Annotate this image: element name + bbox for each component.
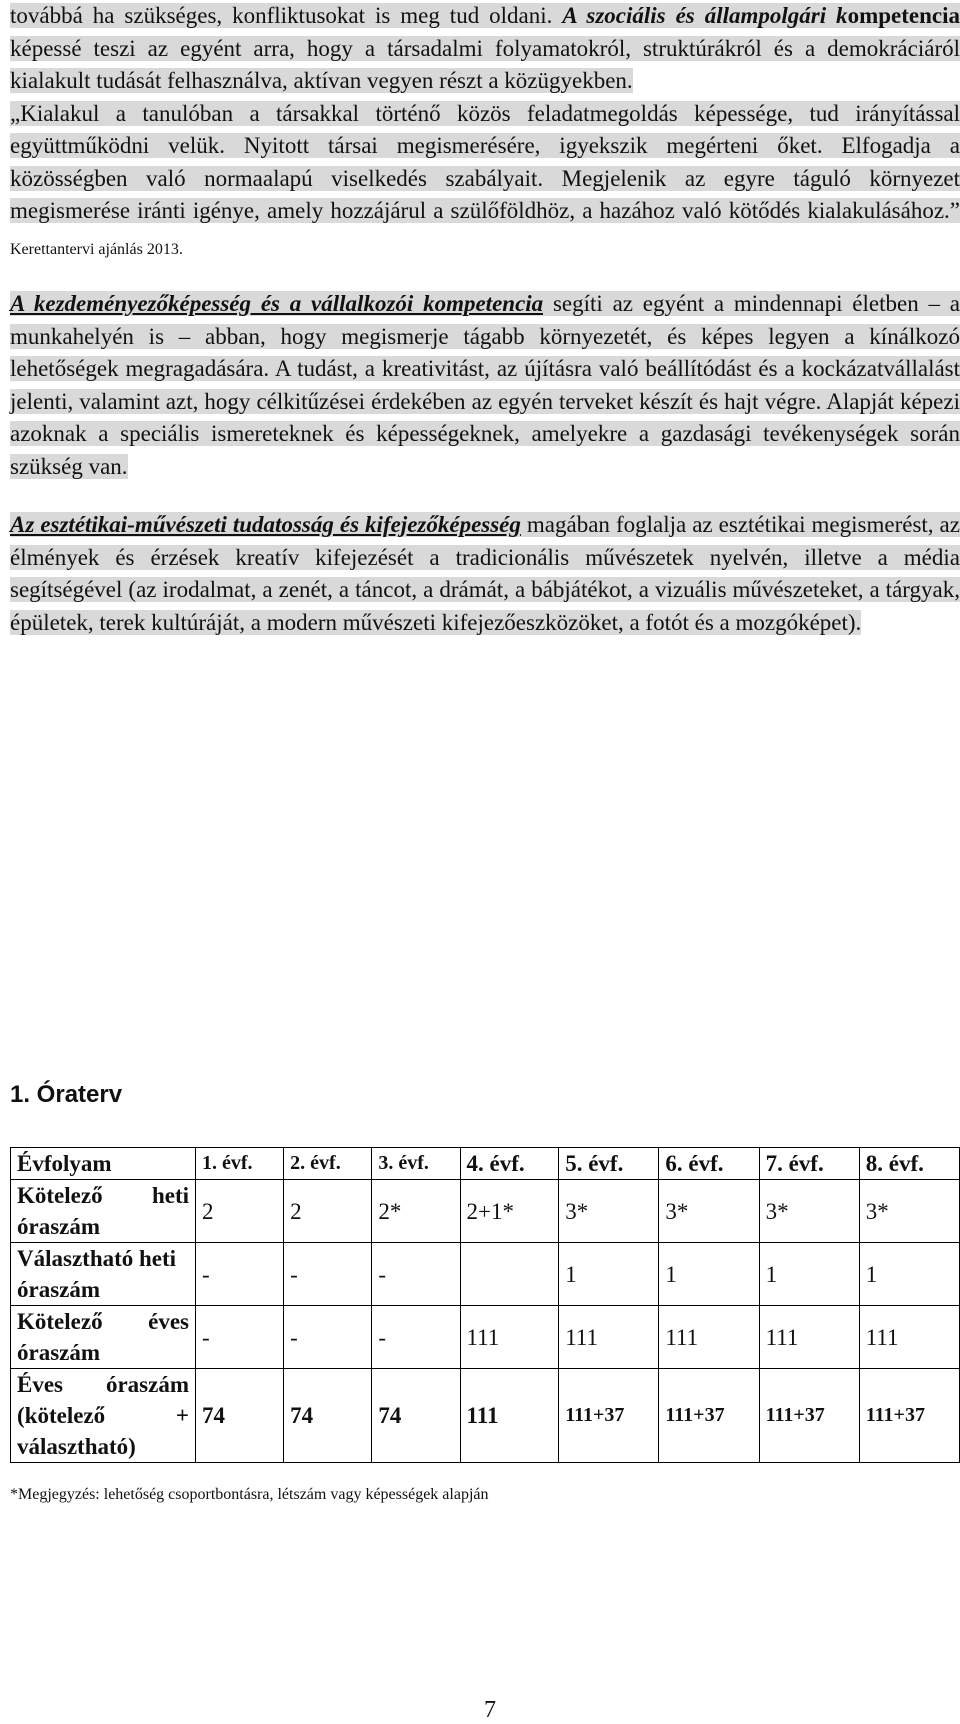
table-cell: 74 xyxy=(196,1369,284,1463)
table-cell: 3* xyxy=(659,1180,759,1243)
table-cell: 3* xyxy=(559,1180,659,1243)
header-cell: Évfolyam xyxy=(11,1148,196,1180)
table-cell: - xyxy=(372,1306,460,1369)
paragraph-entrepreneurship xyxy=(10,288,960,483)
table-cell: 3* xyxy=(759,1180,859,1243)
header-cell: 6. évf. xyxy=(659,1148,759,1180)
table-cell: 1 xyxy=(559,1243,659,1306)
term-aesthetic: Az esztétikai-művészeti tudatosság és kifejezőképesség xyxy=(10,512,521,537)
table-cell: - xyxy=(196,1306,284,1369)
header-cell: 4. évf. xyxy=(460,1148,559,1180)
table-cell: 111+37 xyxy=(559,1369,659,1463)
table-cell: 1 xyxy=(759,1243,859,1306)
header-cell: 1. évf. xyxy=(196,1148,284,1180)
table-footnote: *Megjegyzés: lehetőség csoportbontásra, létszám vagy képességek alapján xyxy=(10,1486,489,1503)
table-cell: 2* xyxy=(372,1180,460,1243)
table-cell: 111 xyxy=(759,1306,859,1369)
table-cell: 111 xyxy=(460,1369,559,1463)
term-entrepreneurship: A kezdeményezőképesség és a vállalkozói kompetencia xyxy=(10,291,544,316)
curriculum-quote: „Kialakul a tanulóban a társakkal történő közös feladatmegoldás képessége, tud irányítással együttműködni velük. Nyitott társai megismerésére, igyekszik megérteni őket. Elfogadja a közösségben való normaalapú viselkedés szabályait. Megjelenik az egyre táguló környezet megismerése iránti igénye, amely hozzájárul a szülőföldhöz, a hazához való kötődés kialakulásához.” xyxy=(10,100,960,223)
table-cell: 1 xyxy=(859,1243,959,1306)
table-cell: 2 xyxy=(196,1180,284,1243)
paragraph-aesthetic xyxy=(10,509,960,639)
table-cell: 2+1* xyxy=(460,1180,559,1243)
table-cell: 1 xyxy=(659,1243,759,1306)
table-row xyxy=(11,1369,960,1463)
table-row xyxy=(11,1180,960,1243)
row-header: Éves óraszám (kötelező + választható) xyxy=(11,1369,196,1463)
row-header: Kötelező heti óraszám xyxy=(11,1180,196,1243)
table-cell: - xyxy=(284,1306,372,1369)
table-cell: - xyxy=(284,1243,372,1306)
table-cell: 3* xyxy=(859,1180,959,1243)
row-header: Kötelező éves óraszám xyxy=(11,1306,196,1369)
text-run: Alapját képezi azoknak a speciális ismereteknek és képességeknek, amelyekre a gazdasági tevékenységek során szükség van. xyxy=(10,388,960,479)
text-run: továbbá ha szükséges, konfliktusokat is meg tud oldani. xyxy=(10,3,563,28)
section-title: 1. Óraterv xyxy=(10,1081,123,1108)
header-cell: 2. évf. xyxy=(284,1148,372,1180)
table-cell: 111 xyxy=(859,1306,959,1369)
table-cell: 111 xyxy=(460,1306,559,1369)
table-cell xyxy=(460,1243,559,1306)
table-cell: 111 xyxy=(559,1306,659,1369)
table-cell: - xyxy=(196,1243,284,1306)
page-number: 7 xyxy=(484,1697,496,1723)
table-cell: 74 xyxy=(372,1369,460,1463)
text-run: magában foglalja az esztétikai megismerést, az élmények és érzések kreatív kifejezését a tradicionális művészetek nyelvén, illetve a média segítségével (az irodalmat, a zenét, a táncot, a drámát, a bábjátékot, a vizuális művészeteket, a tárgyak, épületek, terek kultúráját, a modern művészeti kifejezőeszközöket, a fotót és a mozgóképet). xyxy=(10,512,960,635)
table-cell: 2 xyxy=(284,1180,372,1243)
table-row xyxy=(11,1243,960,1306)
table-cell: 111+37 xyxy=(859,1369,959,1463)
term-social-competence-end: ompetencia xyxy=(847,3,960,28)
header-cell: 5. évf. xyxy=(559,1148,659,1180)
term-social-competence: A szociális és állampolgári k xyxy=(562,3,848,28)
header-cell: 8. évf. xyxy=(859,1148,959,1180)
table-cell: - xyxy=(372,1243,460,1306)
text-run: képessé teszi az egyént arra, hogy a társadalmi folyamatokról, struktúrákról és a demokráciáról kialakult tudását felhasználva, aktívan vegyen részt a közügyekben. xyxy=(10,35,960,93)
header-cell: 3. évf. xyxy=(372,1148,460,1180)
quote-source: Kerettantervi ajánlás 2013. xyxy=(10,240,183,258)
table-cell: 111+37 xyxy=(759,1369,859,1463)
table-cell: 111 xyxy=(659,1306,759,1369)
table-header-row xyxy=(11,1148,960,1180)
table-cell: 74 xyxy=(284,1369,372,1463)
text-run: A tudást, a kreativitást, az újításra való beállítódást és a kockázatvállalást jelenti, valamint azt, hogy célkitűzései érdekében az egyén terveket készít és hajt végre. xyxy=(10,356,960,414)
table-row xyxy=(11,1306,960,1369)
row-header: Választható heti óraszám xyxy=(11,1243,196,1306)
document-page xyxy=(10,0,960,1723)
lesson-plan-table xyxy=(10,1147,960,1463)
text-run: segíti az egyént a mindennapi életben – a munkahelyén is – abban, hogy megismerje tágabb környezetét, és képes legyen a kínálkozó lehetőségek megragadására. xyxy=(10,291,960,381)
header-cell: 7. évf. xyxy=(759,1148,859,1180)
paragraph-social-competence xyxy=(10,0,960,266)
table-cell: 111+37 xyxy=(659,1369,759,1463)
